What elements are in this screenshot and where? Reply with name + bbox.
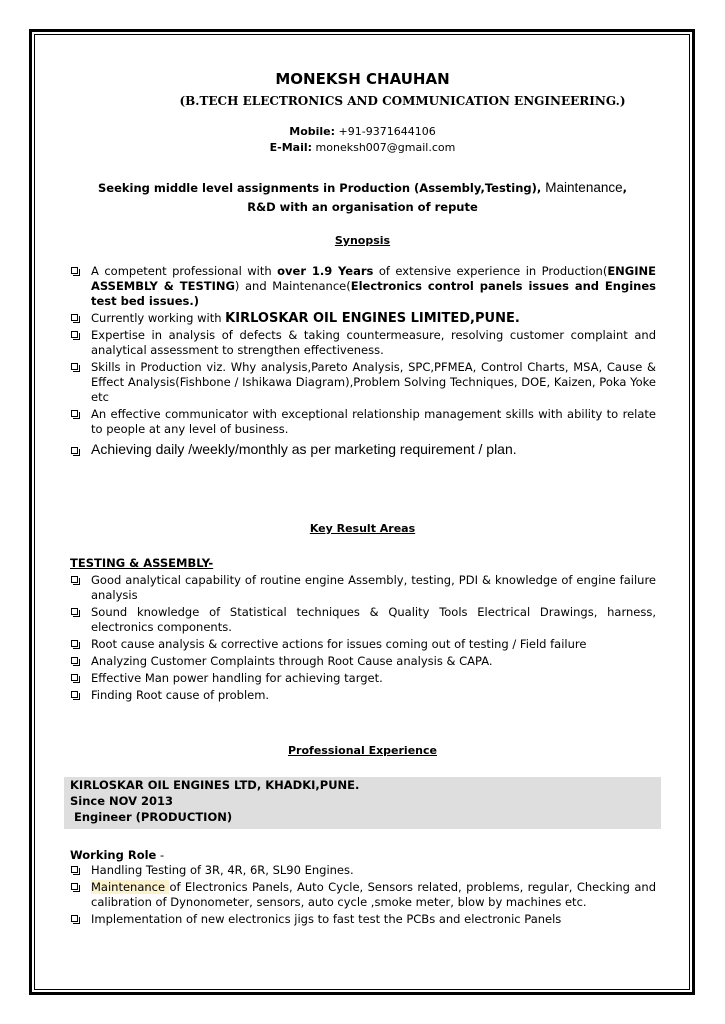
- checkbox-bullet-icon: [71, 674, 78, 681]
- kra-subhead: TESTING & ASSEMBLY-: [70, 556, 214, 570]
- list-item: Maintenance of Electronics Panels, Auto Cycle, Sensors related, problems, regular, Checking and calibration of Dynonometer, sensors, auto cycle ,smoke meter, blow by machines etc.: [70, 880, 656, 910]
- candidate-degree: (B.TECH ELECTRONICS AND COMMUNICATION ENGINEERING.): [179, 94, 626, 108]
- checkbox-bullet-icon: [71, 657, 78, 664]
- list-item: Currently working with KIRLOSKAR OIL ENGINES LIMITED,PUNE.: [70, 311, 656, 326]
- list-item: Skills in Production viz. Why analysis,Pareto Analysis, SPC,PFMEA, Control Charts, MSA, Cause & Effect Analysis(Fishbone / Ishikawa Diagram),Problem Solving Techniques, DOE, Kaizen, Poka Yoke etc: [70, 360, 656, 405]
- checkbox-bullet-icon: [71, 363, 78, 370]
- email-value: moneksh007@gmail.com: [315, 141, 456, 154]
- checkbox-bullet-icon: [71, 267, 78, 274]
- objective-text-2: R&D with an organisation of repute: [247, 200, 478, 214]
- list-item: An effective communicator with exceptional relationship management skills with ability to relate to people at any level of business.: [70, 407, 656, 437]
- company-since: Since NOV 2013: [70, 794, 174, 808]
- checkbox-bullet-icon: [71, 576, 78, 583]
- checkbox-bullet-icon: [71, 410, 78, 417]
- experience-title: Professional Experience: [288, 744, 437, 757]
- objective-text-1: Seeking middle level assignments in Production (Assembly,Testing),: [98, 181, 542, 195]
- list-item: Achieving daily /weekly/monthly as per marketing requirement / plan.: [70, 442, 656, 458]
- checkbox-bullet-icon: [71, 915, 78, 922]
- checkbox-bullet-icon: [71, 640, 78, 647]
- objective-maintenance: Maintenance: [545, 180, 623, 195]
- candidate-name: MONEKSH CHAUHAN: [275, 70, 450, 88]
- checkbox-bullet-icon: [71, 447, 78, 454]
- checkbox-bullet-icon: [71, 331, 78, 338]
- company-role: Engineer (PRODUCTION): [70, 810, 233, 824]
- kra-list: [70, 573, 656, 705]
- email-line: [0, 141, 725, 154]
- list-item: Implementation of new electronics jigs to fast test the PCBs and electronic Panels: [70, 912, 656, 927]
- checkbox-bullet-icon: [71, 608, 78, 615]
- working-role-heading: Working Role -: [70, 848, 165, 862]
- list-item: Finding Root cause of problem.: [70, 688, 656, 703]
- list-item: Good analytical capability of routine engine Assembly, testing, PDI & knowledge of engine failure analysis: [70, 573, 656, 603]
- kra-title: Key Result Areas: [309, 522, 416, 535]
- mobile-label: Mobile:: [289, 125, 336, 138]
- objective-comma: ,: [622, 181, 627, 195]
- synopsis-list: [70, 264, 656, 460]
- list-item: Root cause analysis & corrective actions for issues coming out of testing / Field failure: [70, 637, 656, 652]
- company-block: [64, 777, 661, 829]
- synopsis-title: Synopsis: [334, 234, 391, 247]
- email-label: E-Mail:: [269, 141, 313, 154]
- checkbox-bullet-icon: [71, 314, 78, 321]
- list-item: Effective Man power handling for achieving target.: [70, 671, 656, 686]
- checkbox-bullet-icon: [71, 691, 78, 698]
- checkbox-bullet-icon: [71, 883, 78, 890]
- mobile-value: +91-9371644106: [338, 125, 436, 138]
- list-item: Sound knowledge of Statistical techniques & Quality Tools Electrical Drawings, harness, electronics components.: [70, 605, 656, 635]
- list-item: A competent professional with over 1.9 Years of extensive experience in Production(ENGINE ASSEMBLY & TESTING) and Maintenance(Electronics control panels issues and Engines test bed issues.): [70, 264, 656, 309]
- career-objective: [60, 178, 665, 217]
- list-item: Analyzing Customer Complaints through Root Cause analysis & CAPA.: [70, 654, 656, 669]
- highlighted-text: Maintenance: [91, 880, 170, 894]
- working-role-list: [70, 863, 656, 929]
- list-item: Expertise in analysis of defects & taking countermeasure, resolving customer complaint and analytical assessment to strengthen effectiveness.: [70, 328, 656, 358]
- checkbox-bullet-icon: [71, 866, 78, 873]
- list-item: Handling Testing of 3R, 4R, 6R, SL90 Engines.: [70, 863, 656, 878]
- company-name: KIRLOSKAR OIL ENGINES LTD, KHADKI,PUNE.: [70, 778, 360, 792]
- mobile-line: [0, 125, 725, 138]
